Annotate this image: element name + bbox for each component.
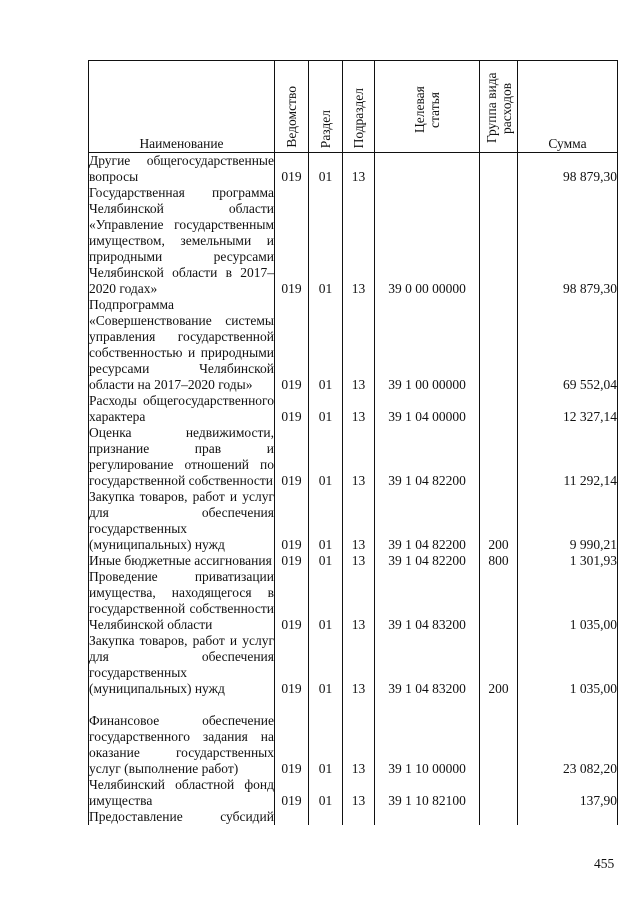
row-summa: 9 990,21	[518, 489, 618, 553]
row-razdel: 01	[309, 393, 343, 425]
row-razdel: 01	[309, 297, 343, 393]
row-tselevaya-statya: 39 1 04 83200	[375, 633, 480, 697]
row-razdel: 01	[309, 185, 343, 297]
row-name: Предоставление субсидий	[89, 809, 274, 824]
row-gruppa-vida	[480, 185, 518, 297]
row-tselevaya-statya	[375, 809, 480, 825]
row-gruppa-vida: 200	[480, 633, 518, 697]
row-tselevaya-statya: 39 1 00 00000	[375, 297, 480, 393]
row-tselevaya-statya: 39 1 04 82200	[375, 489, 480, 553]
row-razdel: 01	[309, 425, 343, 489]
table-row	[89, 777, 618, 809]
row-vedomstvo: 019	[275, 569, 309, 633]
row-summa: 137,90	[518, 777, 618, 809]
header-tselevaya-statya: Целевая статья	[375, 61, 480, 153]
table-row	[89, 153, 618, 186]
row-podrazdel: 13	[343, 553, 375, 569]
budget-table	[88, 60, 618, 825]
row-razdel	[309, 809, 343, 825]
row-name: Другие общегосударственные вопросы	[89, 153, 274, 184]
row-tselevaya-statya: 39 0 00 00000	[375, 185, 480, 297]
table-row	[89, 553, 618, 569]
row-name: Закупка товаров, работ и услуг для обеспечения государственных (муниципальных) нужд	[89, 489, 274, 552]
table-row	[89, 809, 618, 825]
row-podrazdel: 13	[343, 393, 375, 425]
row-name: Иные бюджетные ассигнования	[89, 553, 275, 569]
row-vedomstvo: 019	[275, 153, 309, 186]
table-row	[89, 297, 618, 393]
row-tselevaya-statya: 39 1 10 82100	[375, 777, 480, 809]
row-gruppa-vida: 800	[480, 553, 518, 569]
row-gruppa-vida	[480, 297, 518, 393]
row-vedomstvo: 019	[275, 489, 309, 553]
header-summa: Сумма	[518, 61, 618, 153]
row-razdel: 01	[309, 489, 343, 553]
row-summa: 98 879,30	[518, 185, 618, 297]
header-vedomstvo: Ведомство	[275, 61, 309, 153]
row-podrazdel: 13	[343, 569, 375, 633]
row-summa: 1 301,93	[518, 553, 618, 569]
row-gruppa-vida	[480, 777, 518, 809]
table-row	[89, 697, 618, 777]
row-summa: 12 327,14	[518, 393, 618, 425]
table-body	[89, 153, 618, 826]
row-vedomstvo: 019	[275, 297, 309, 393]
row-razdel: 01	[309, 633, 343, 697]
row-vedomstvo	[275, 809, 309, 825]
row-name: Челябинский областной фонд имущества	[89, 777, 274, 808]
row-name: Закупка товаров, работ и услуг для обеспечения государственных (муниципальных) нужд	[89, 633, 274, 696]
row-tselevaya-statya: 39 1 04 82200	[375, 425, 480, 489]
row-name: Государственная программа Челябинской области «Управление государственным имуществом, земельными и природными ресурсами Челябинской области в 2017–2020 годах»	[89, 185, 274, 296]
row-name: Проведение приватизации имущества, находящегося в государственной собственности Челябинской области	[89, 569, 274, 632]
row-tselevaya-statya: 39 1 04 00000	[375, 393, 480, 425]
row-tselevaya-statya: 39 1 04 82200	[375, 553, 480, 569]
row-vedomstvo: 019	[275, 425, 309, 489]
page-number: 455	[594, 856, 615, 871]
row-podrazdel: 13	[343, 297, 375, 393]
row-gruppa-vida	[480, 569, 518, 633]
header-name: Наименование	[89, 61, 275, 153]
row-name: Оценка недвижимости, признание прав и регулирование отношений по государственной собственности	[89, 425, 274, 488]
header-razdel: Раздел	[309, 61, 343, 153]
row-summa: 98 879,30	[518, 153, 618, 186]
row-razdel: 01	[309, 569, 343, 633]
row-summa: 1 035,00	[518, 569, 618, 633]
row-summa: 23 082,20	[518, 697, 618, 777]
row-gruppa-vida	[480, 809, 518, 825]
table-row	[89, 393, 618, 425]
row-razdel: 01	[309, 553, 343, 569]
row-gruppa-vida: 200	[480, 489, 518, 553]
row-gruppa-vida	[480, 425, 518, 489]
row-summa: 11 292,14	[518, 425, 618, 489]
table-row	[89, 489, 618, 553]
row-podrazdel: 13	[343, 425, 375, 489]
table-row	[89, 569, 618, 633]
row-vedomstvo: 019	[275, 697, 309, 777]
row-razdel: 01	[309, 777, 343, 809]
row-name: Финансовое обеспечение государственного задания на оказание государственных услуг (выполнение работ)	[89, 697, 275, 777]
row-podrazdel: 13	[343, 633, 375, 697]
row-summa: 69 552,04	[518, 297, 618, 393]
row-vedomstvo: 019	[275, 393, 309, 425]
row-tselevaya-statya	[375, 153, 480, 186]
row-razdel: 01	[309, 153, 343, 186]
row-razdel: 01	[309, 697, 343, 777]
row-tselevaya-statya: 39 1 10 00000	[375, 697, 480, 777]
header-gruppa-vida: Группа вида расходов	[480, 61, 518, 153]
row-podrazdel: 13	[343, 489, 375, 553]
row-podrazdel: 13	[343, 697, 375, 777]
table-row	[89, 425, 618, 489]
row-podrazdel	[343, 809, 375, 825]
row-name: Расходы общегосударственного характера	[89, 393, 274, 424]
row-podrazdel: 13	[343, 777, 375, 809]
row-summa: 1 035,00	[518, 633, 618, 697]
table-row	[89, 185, 618, 297]
row-podrazdel: 13	[343, 153, 375, 186]
row-vedomstvo: 019	[275, 553, 309, 569]
row-gruppa-vida	[480, 697, 518, 777]
row-name: Подпрограмма «Совершенствование системы управления государственной собственностью и природными ресурсами Челябинской области на 2017–2020 годы»	[89, 297, 274, 392]
table-row	[89, 633, 618, 697]
row-tselevaya-statya: 39 1 04 83200	[375, 569, 480, 633]
table-header	[89, 61, 618, 153]
row-gruppa-vida	[480, 393, 518, 425]
header-podrazdel: Подраздел	[343, 61, 375, 153]
row-podrazdel: 13	[343, 185, 375, 297]
row-vedomstvo: 019	[275, 777, 309, 809]
row-gruppa-vida	[480, 153, 518, 186]
row-summa	[518, 809, 618, 825]
row-vedomstvo: 019	[275, 185, 309, 297]
row-vedomstvo: 019	[275, 633, 309, 697]
